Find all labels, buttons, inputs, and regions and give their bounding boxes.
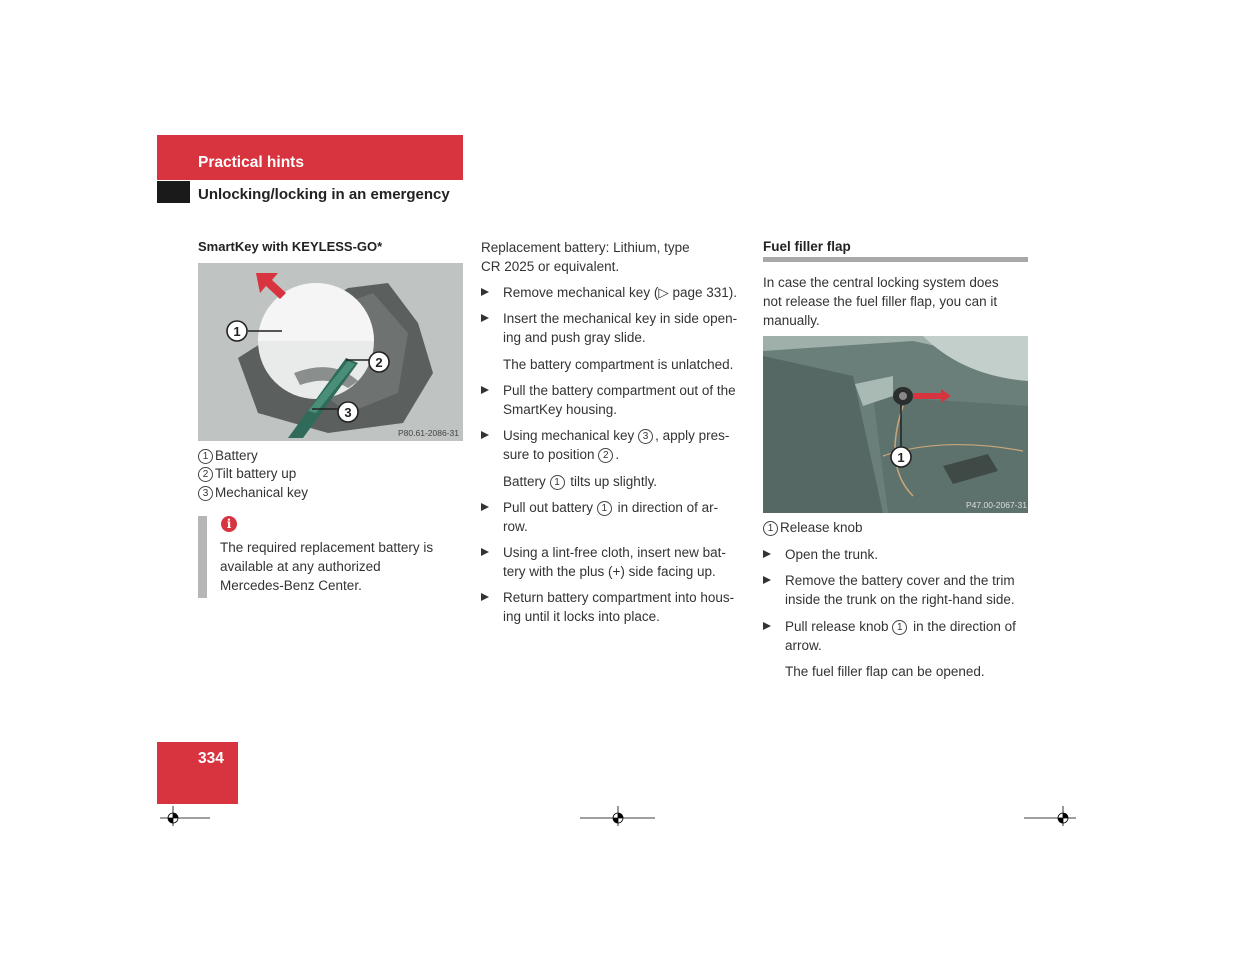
legend-item: 2 Tilt battery up bbox=[198, 464, 296, 483]
svg-text:1: 1 bbox=[897, 450, 905, 465]
registration-mark bbox=[580, 803, 656, 827]
bullet-arrow-icon bbox=[763, 550, 771, 558]
step: Using mechanical key 3 , apply pres- sure to position 2 . bbox=[481, 426, 729, 464]
info-sidebar bbox=[198, 516, 207, 598]
callout-1 bbox=[891, 447, 911, 467]
callout-3 bbox=[338, 402, 358, 422]
step: Pull out battery 1 in direction of ar- row. bbox=[481, 498, 718, 536]
fuel-intro: In case the central locking system does not release the fuel filler flap, you can it manually. bbox=[763, 275, 999, 328]
step: Remove the battery cover and the trim inside the trunk on the right-hand side. bbox=[763, 571, 1015, 609]
section-title: Practical hints bbox=[198, 154, 304, 171]
info-icon: i bbox=[221, 516, 237, 532]
step: Open the trunk. bbox=[763, 545, 878, 564]
figure-code: P80.61-2086-31 bbox=[398, 428, 459, 438]
fuel-filler-heading: Fuel filler flap bbox=[763, 239, 851, 254]
bullet-arrow-icon bbox=[763, 622, 771, 630]
step: Insert the mechanical key in side open- ing and push gray slide. bbox=[481, 309, 737, 347]
legend-item: 1 Battery bbox=[198, 446, 258, 465]
figure-code: P47.00-2067-31 bbox=[966, 500, 1027, 510]
step: Return battery compartment into hous- ing until it locks into place. bbox=[481, 588, 734, 626]
replacement-battery-text: Replacement battery: Lithium, type CR 2025 or equivalent. bbox=[481, 240, 690, 274]
registration-mark bbox=[157, 803, 212, 827]
bullet-arrow-icon bbox=[481, 503, 489, 511]
step-note: The battery compartment is unlatched. bbox=[503, 357, 734, 372]
bullet-arrow-icon bbox=[763, 576, 771, 584]
legend-item: 3 Mechanical key bbox=[198, 483, 308, 502]
bullet-arrow-icon bbox=[481, 431, 489, 439]
info-text: The required replacement battery is available at any authorized Mercedes-Benz Center. bbox=[220, 540, 434, 593]
svg-text:1: 1 bbox=[233, 324, 241, 339]
legend-item: 1 Release knob bbox=[763, 518, 863, 537]
step: Pull release knob 1 in the direction of arrow. bbox=[763, 617, 1016, 655]
bullet-arrow-icon bbox=[481, 548, 489, 556]
callout-2 bbox=[369, 352, 389, 372]
step: Using a lint-free cloth, insert new bat- tery with the plus (+) side facing up. bbox=[481, 543, 726, 581]
subsection-marker bbox=[157, 181, 190, 203]
step: Remove mechanical key (▷ page 331). bbox=[481, 283, 737, 302]
bullet-arrow-icon bbox=[481, 593, 489, 601]
bullet-arrow-icon bbox=[481, 288, 489, 296]
svg-text:2: 2 bbox=[375, 355, 383, 370]
registration-mark bbox=[1024, 803, 1078, 827]
callout-1 bbox=[227, 321, 247, 341]
step-note: The fuel filler flap can be opened. bbox=[785, 664, 985, 679]
smartkey-figure bbox=[198, 263, 463, 441]
step-note: Battery 1 tilts up slightly. bbox=[503, 474, 658, 489]
svg-text:3: 3 bbox=[344, 405, 352, 420]
heading-rule bbox=[763, 257, 1028, 262]
smartkey-heading: SmartKey with KEYLESS-GO* bbox=[198, 239, 383, 254]
bullet-arrow-icon bbox=[481, 386, 489, 394]
page-number: 334 bbox=[198, 750, 224, 767]
subsection-title: Unlocking/locking in an emergency bbox=[198, 186, 450, 203]
bullet-arrow-icon bbox=[481, 314, 489, 322]
step: Pull the battery compartment out of the SmartKey housing. bbox=[481, 381, 736, 419]
fuel-flap-figure bbox=[763, 336, 1028, 513]
